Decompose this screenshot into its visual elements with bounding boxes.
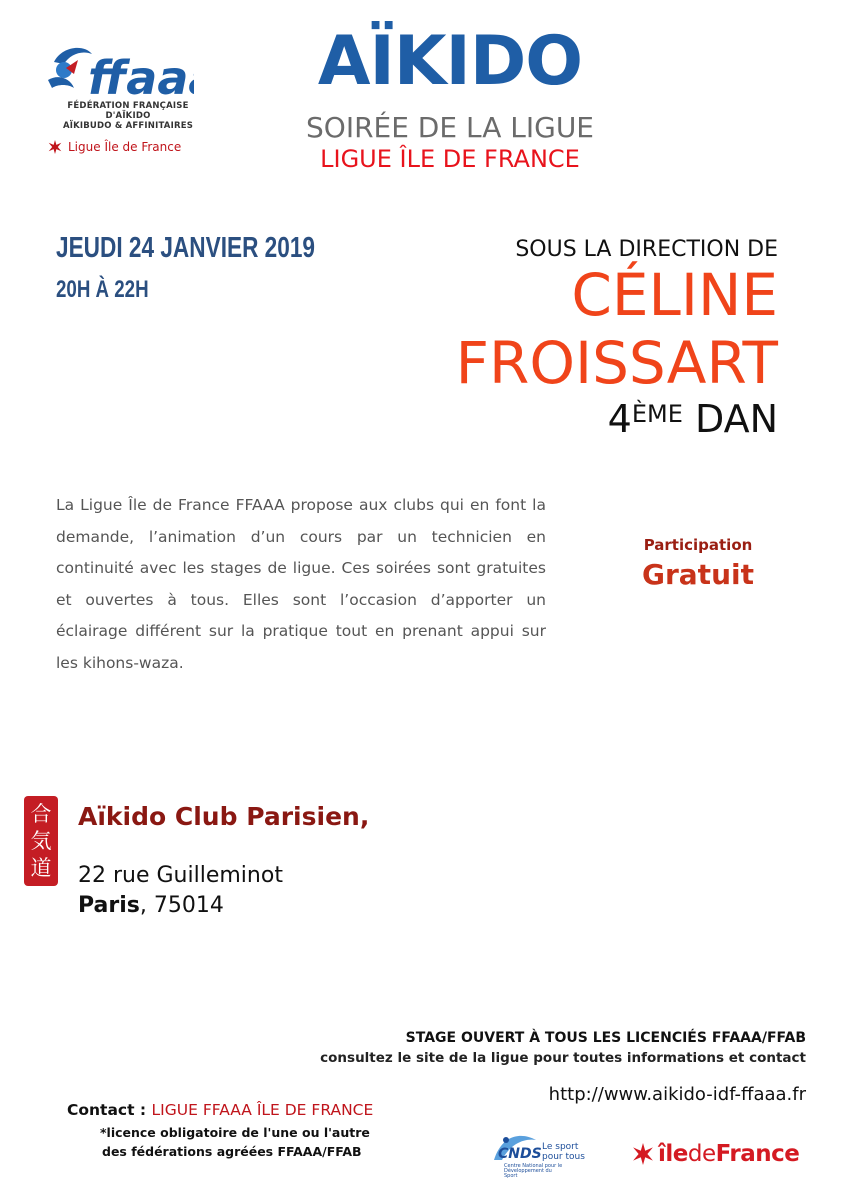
kanji-char: 気 xyxy=(30,828,52,853)
grade-suffix: ÈME xyxy=(631,400,683,428)
teacher-last-name: FROISSART xyxy=(455,329,778,397)
page-subtitle: SOIRÉE DE LA LIGUE xyxy=(306,111,594,144)
logo-wordmark: ffaa xyxy=(88,51,189,105)
idf-part-ile: île xyxy=(658,1141,688,1167)
page-subtitle-ligue: LIGUE ÎLE DE FRANCE xyxy=(320,145,580,173)
star-burst-icon xyxy=(632,1143,654,1165)
teacher-grade xyxy=(607,397,778,441)
federation-name xyxy=(48,101,208,131)
street-address: 22 rue Guilleminot xyxy=(78,863,283,888)
participation-label: Participation xyxy=(643,536,753,554)
aikido-kanji-badge xyxy=(24,796,58,886)
contact-label: Contact : xyxy=(67,1101,152,1119)
idf-part-france: France xyxy=(715,1141,800,1167)
idf-part-de: de xyxy=(687,1141,716,1167)
participation-value: Gratuit xyxy=(642,558,754,591)
ffaaa-logo xyxy=(44,40,194,110)
cnds-subtitle: Centre National pour le Développement du Sport xyxy=(504,1163,563,1179)
consult-line: consultez le site de la ligue pour toutes informations et contact xyxy=(320,1050,806,1066)
star-burst-icon xyxy=(48,140,62,154)
contact-value: LIGUE FFAAA ÎLE DE FRANCE xyxy=(151,1101,374,1119)
federation-line-2: AÏKIBUDO & AFFINITAIRES xyxy=(62,121,194,131)
licence-note-1: *licence obligatoire de l'une ou l'autre xyxy=(100,1125,370,1140)
ligue-label: Ligue Île de France xyxy=(68,140,182,154)
iledefrance-logo xyxy=(632,1141,799,1167)
cnds-tagline xyxy=(542,1142,585,1162)
ligue-tag xyxy=(48,140,181,154)
cnds-tagline-2: pour tous xyxy=(542,1152,585,1162)
cnds-tagline-1: Le sport xyxy=(542,1142,579,1152)
grade-word: DAN xyxy=(694,397,778,441)
club-name: Aïkido Club Parisien, xyxy=(78,802,370,831)
page-title: AÏKIDO xyxy=(317,22,583,101)
postcode: , 75014 xyxy=(139,893,224,918)
open-to-all-line: STAGE OUVERT À TOUS LES LICENCIÉS FFAAA/FFAB xyxy=(405,1030,806,1046)
contact-line xyxy=(67,1101,373,1119)
kanji-char: 道 xyxy=(30,855,52,880)
event-hours: 20H À 22H xyxy=(56,276,149,303)
teacher-first-name: CÉLINE xyxy=(571,261,778,329)
event-description: La Ligue Île de France FFAAA propose aux clubs qui en font la demande, l’animation d’un cours par un technicien en continuité avec les stages de ligue. Ces soirées sont gratuites et ouvertes à tous. Elles sont l’occasion d’apporter un éclairage différent sur la pratique tout en prenant appui sur les kihons-waza. xyxy=(56,496,546,672)
federation-line-1: FÉDÉRATION FRANÇAISE D'AÏKIDO xyxy=(67,101,189,121)
direction-label: SOUS LA DIRECTION DE xyxy=(515,237,778,262)
kanji-char: 合 xyxy=(30,801,52,826)
website-link[interactable]: http://www.aikido-idf-ffaaa.fr xyxy=(548,1084,806,1105)
city-address xyxy=(78,893,224,918)
city-name: Paris xyxy=(78,893,140,918)
cnds-name: CNDS xyxy=(498,1146,542,1162)
event-date: JEUDI 24 JANVIER 2019 xyxy=(56,232,316,264)
licence-note-2: des fédérations agréées FFAAA/FFAB xyxy=(102,1144,362,1159)
ffaaa-logo-graphic xyxy=(44,40,194,110)
grade-number: 4 xyxy=(607,397,632,441)
cnds-logo xyxy=(492,1130,602,1179)
